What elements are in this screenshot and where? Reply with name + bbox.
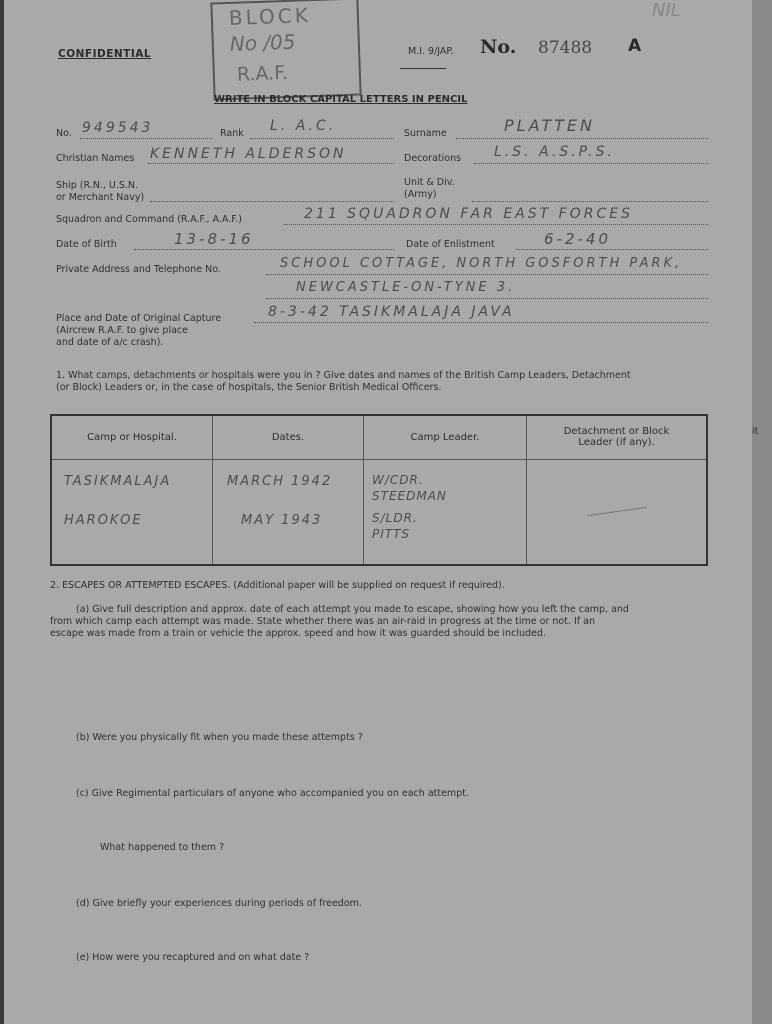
dates-cell	[213, 459, 364, 565]
capture-label-2: (Aircrew R.A.F. to give place	[56, 325, 188, 336]
question-1-line-1: 1. What camps, detachments or hospitals were you in ? Give dates and names of the British Camp Leaders, Detachment	[56, 370, 631, 381]
capture-value: 8-3-42 TASIKMALAJA JAVA	[268, 304, 515, 320]
service-number: 949543	[82, 120, 154, 136]
arrow-mark	[400, 68, 446, 69]
address-line-2: NEWCASTLE-ON-TYNE 3.	[296, 280, 516, 295]
no-label: No.	[56, 128, 72, 139]
christian-names-value: KENNETH ALDERSON	[150, 146, 347, 162]
capture-label-1: Place and Date of Original Capture	[56, 313, 222, 324]
question-2d: (d) Give briefly your experiences during periods of freedom.	[76, 898, 362, 909]
dates-2: MAY 1943	[241, 512, 323, 528]
question-2e: (e) How were you recaptured and on what date ?	[76, 952, 310, 963]
address-label: Private Address and Telephone No.	[56, 264, 221, 275]
question-2a-line-2: from which camp each attempt was made. State whether there was an air-raid in progress at the time or not. If an	[50, 616, 596, 627]
dob-label: Date of Birth	[56, 239, 117, 250]
rank-label: Rank	[220, 128, 244, 139]
leader-1: W/CDR. STEEDMAN	[372, 472, 447, 503]
christian-names-label: Christian Names	[56, 153, 135, 164]
header-dates: Dates.	[213, 415, 364, 459]
question-1-line-2: (or Block) Leaders or, in the case of hospitals, the Senior British Medical Officers.	[56, 382, 442, 393]
rank-value: L. A.C.	[270, 118, 337, 134]
camp-name-2: HAROKOE	[64, 512, 143, 528]
header-camp-leader: Camp Leader.	[364, 415, 527, 459]
camp-name-1: TASIKMALAJA	[64, 473, 172, 489]
header-camp: Camp or Hospital.	[51, 415, 213, 459]
leader-cell	[364, 459, 527, 565]
enlistment-value: 6-2-40	[544, 230, 611, 248]
dob-value: 13-8-16	[174, 230, 254, 248]
question-2b: (b) Were you physically fit when you made these attempts ?	[76, 732, 363, 743]
surname-value: PLATTEN	[504, 116, 595, 135]
form-reference: M.I. 9/JAP.	[408, 46, 454, 57]
leader-2: S/LDR. PITTS	[372, 510, 418, 541]
block-stamp	[210, 0, 361, 101]
squadron-value: 211 SQUADRON FAR EAST FORCES	[304, 206, 633, 222]
question-2a-line-1: (a) Give full description and approx. date of each attempt you made to escape, showing how you left the camp, and	[76, 604, 629, 615]
question-2c: (c) Give Regimental particulars of anyone who accompanied you on each attempt.	[76, 788, 469, 799]
decorations-label: Decorations	[404, 153, 462, 164]
unit-label-2: (Army)	[404, 189, 437, 200]
question-2a-line-3: escape was made from a train or vehicle the approx. speed and how it was guarded should be included.	[50, 628, 546, 639]
ship-label-1: Ship (R.N., U.S.N.	[56, 180, 139, 191]
squadron-label: Squadron and Command (R.A.F., A.A.F.)	[56, 214, 242, 225]
form-sheet	[4, 0, 759, 1024]
ship-label-2: or Merchant Navy)	[56, 192, 145, 203]
serial-number: 87488	[538, 38, 593, 58]
address-line-1: SCHOOL COTTAGE, NORTH GOSFORTH PARK,	[280, 256, 683, 271]
surname-label: Surname	[404, 128, 447, 139]
margin-note: it	[752, 426, 759, 437]
stamp-line-2: No /05	[229, 29, 296, 56]
camp-cell	[51, 459, 213, 565]
capture-label-3: and date of a/c crash).	[56, 337, 164, 348]
header-block-leader: Detachment or Block Leader (if any).	[527, 415, 708, 459]
corner-mark: NIL	[652, 0, 681, 21]
unit-label-1: Unit & Div.	[404, 177, 455, 188]
confidential-label: CONFIDENTIAL	[58, 48, 152, 60]
serial-no-label: No.	[480, 36, 517, 58]
decorations-value: L.S. A.S.P.S.	[494, 144, 615, 160]
dates-1: MARCH 1942	[227, 473, 333, 489]
form-letter: A	[628, 36, 642, 56]
stamp-line-3: R.A.F.	[236, 61, 289, 86]
question-2c-followup: What happened to them ?	[100, 842, 225, 853]
camps-table	[50, 414, 708, 566]
question-2-title: 2. ESCAPES OR ATTEMPTED ESCAPES. (Additional paper will be supplied on request if required).	[50, 580, 505, 591]
block-leader-cell	[527, 459, 708, 565]
pencil-stroke	[587, 507, 647, 516]
instruction-header: WRITE IN BLOCK CAPITAL LETTERS IN PENCIL	[214, 94, 468, 105]
stamp-line-1: BLOCK	[228, 3, 312, 30]
enlistment-label: Date of Enlistment	[406, 239, 495, 250]
